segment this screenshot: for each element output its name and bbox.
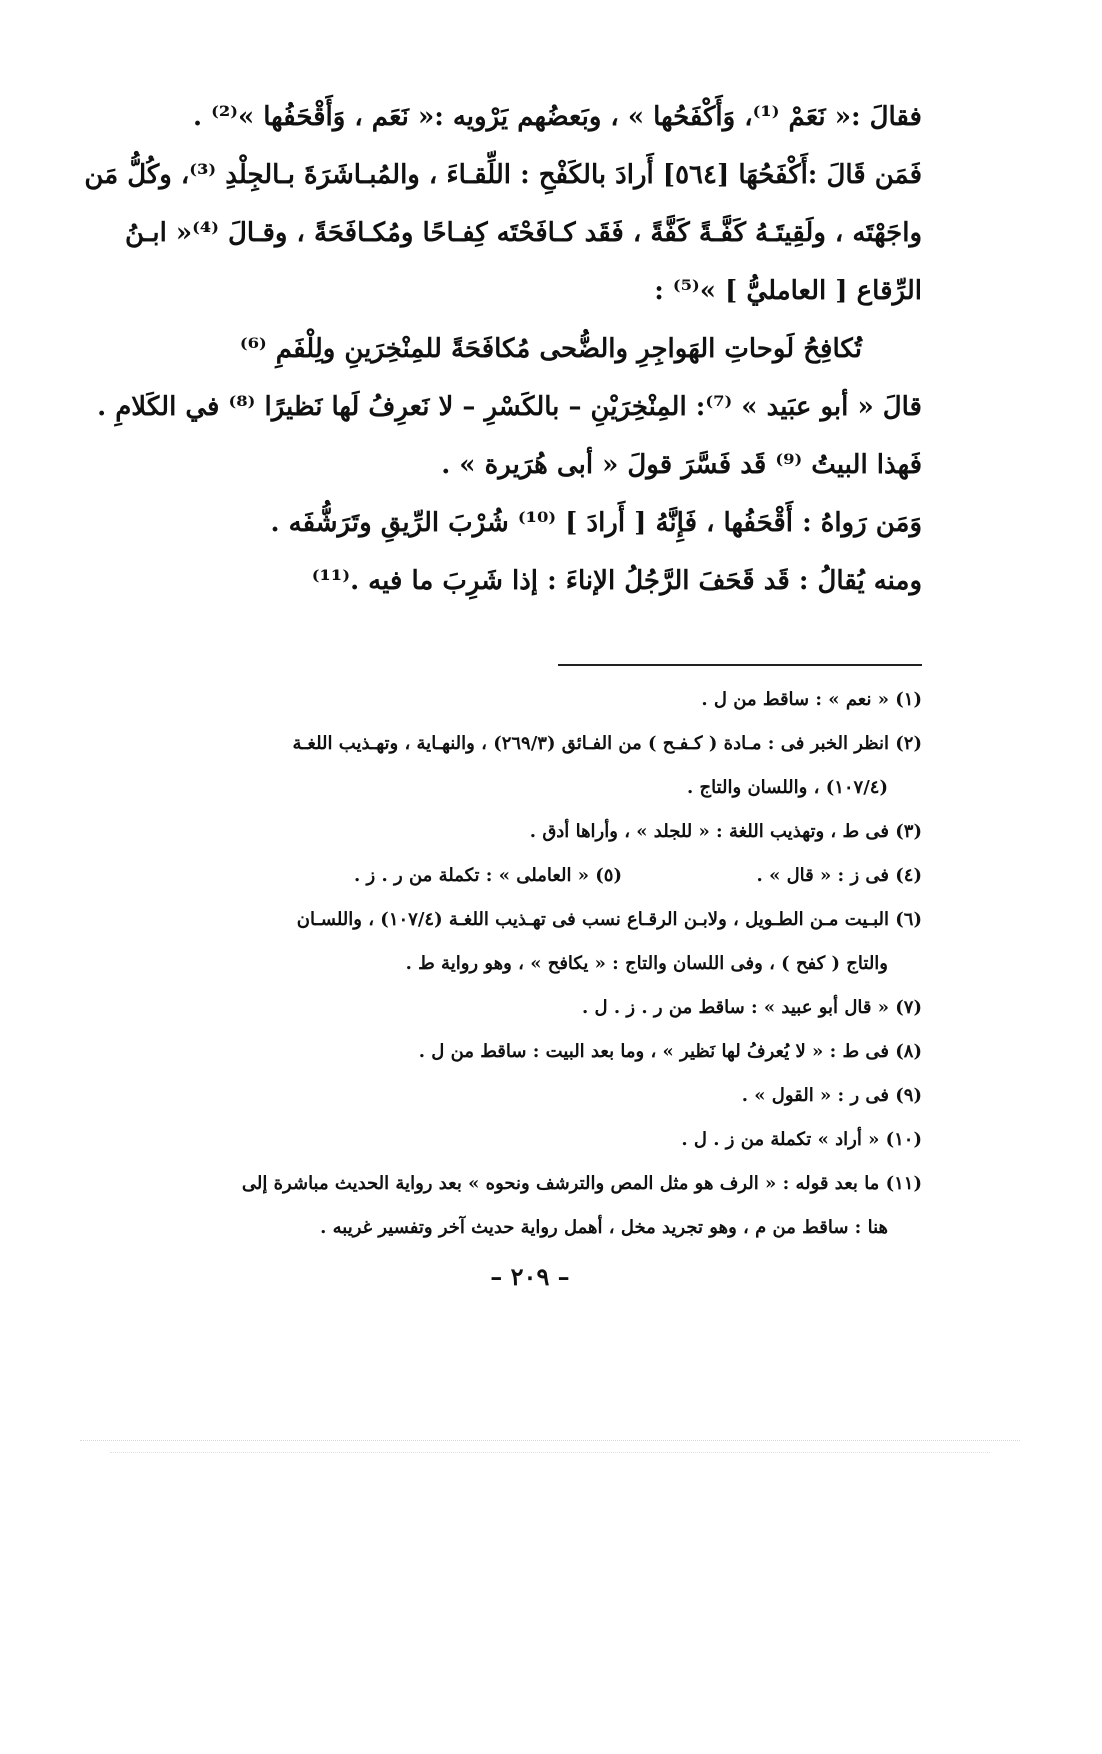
footnote-3: (٣) فى ط ، وتهذيب اللغة : « للجلد » ، وأراها أدق .: [529, 821, 922, 842]
footnote-2: (٢) انظر الخبر فى : مـادة ( كـفـح ) من الفـائق (٢٦٩/٣) ، والنهـاية ، وتهـذيب اللغـة: [292, 733, 922, 754]
footnote-10: (١٠) « أراد » تكملة من ز . ل .: [681, 1129, 922, 1150]
footnote-6-continued: والتاج ( كفح ) ، وفى اللسان والتاج : « يكافح » ، وهو رواية ط .: [405, 953, 888, 974]
footnote-5: (٥) « العاملى » : تكملة من ر . ز .: [353, 865, 622, 886]
text-line-6: قالَ « أبو عبَيد » ⁽⁷⁾: المِنْخِرَيْنِ – بالكَسْرِ – لا نَعرِفُ لَها نَظيرًا ⁽⁸⁾ في الكَلامِ .: [97, 392, 922, 422]
footnote-11-continued: هنا : ساقط من م ، وهو تجريد مخل ، أهمل رواية حديث آخر وتفسير غريبه .: [320, 1217, 888, 1238]
footnote-9: (٩) فى ر : « القول » .: [741, 1085, 922, 1106]
text-line-8: وَمَن رَواهُ : أَقْحَفُها ، فَإِنَّهُ [ أَرادَ ] ⁽¹⁰⁾ شُرْبَ الرِّيقِ وتَرَشُّفَه .: [270, 508, 922, 538]
footnote-7: (٧) « قال أبو عبيد » : ساقط من ر . ز . ل .: [582, 997, 922, 1018]
footnote-6: (٦) البـيت مـن الطـويل ، ولابـن الرقـاع نسب فى تهـذيب اللغـة (١٠٧/٤) ، واللسـان: [296, 909, 922, 930]
text-line-1: فقالَ :« نَعَمْ ⁽¹⁾، وَأَكْفَحُها » ، وبَعضُهم يَرْويه :« نَعَم ، وَأَقْحَفُها »⁽²⁾ .: [192, 102, 922, 132]
text-line-2: فَمَن قَالَ :أَكْفَحُهَا [٥٦٤] أَرادَ بالكَفْحِ : اللِّقـاءَ ، والمُبـاشَرَةَ بـالجِلْدِ ⁽³⁾، وكُلُّ مَن: [84, 160, 922, 190]
scan-artifact: [80, 1440, 1020, 1441]
footnote-2-continued: (١٠٧/٤) ، واللسان والتاج .: [686, 777, 888, 798]
poetry-verse: تُكافِحُ لَوحاتِ الهَواجِرِ والضُّحى مُكافَحَةً للمِنْخِرَينِ ولِلْفَمِ ⁽⁶⁾: [239, 334, 862, 364]
footnote-11: (١١) ما بعد قوله : « الرف هو مثل المص والترشف ونحوه » بعد رواية الحديث مباشرة إلى: [241, 1173, 922, 1194]
text-line-3: واجَهْتَه ، ولَقِيتَـهُ كَفَّـةً كَفَّةً ، فَقَد كـافَحْتَه كِفـاحًا ومُكـافَحَةً ، وقـالَ ⁽⁴⁾« ابـنُ: [124, 218, 922, 248]
page-number: – ٢٠٩ –: [490, 1262, 570, 1291]
footnotes-4-5-row: [132, 854, 922, 898]
text-line-9: ومنه يُقالُ : قَد قَحَفَ الرَّجُلُ الإناءَ : إذا شَرِبَ ما فيه .⁽¹¹⁾: [311, 566, 922, 596]
footnotes-block: [132, 678, 922, 1250]
footnote-1: (١) « نعم » : ساقط من ل .: [701, 689, 922, 710]
scan-artifact: [110, 1452, 990, 1453]
main-text-block: [84, 88, 922, 610]
footnote-4: (٤) فى ز : « قال » .: [756, 865, 922, 886]
footnote-8: (٨) فى ط : « لا يُعرفُ لها نَظير » ، وما بعد البيت : ساقط من ل .: [418, 1041, 922, 1062]
text-line-7: فَهذا البيتُ ⁽⁹⁾ قَد فَسَّرَ قولَ « أبى هُرَيرة » .: [441, 450, 922, 480]
text-line-4: الرِّقاع [ العامليُّ ] »⁽⁵⁾ :: [654, 276, 922, 306]
footnote-separator: [558, 664, 922, 666]
